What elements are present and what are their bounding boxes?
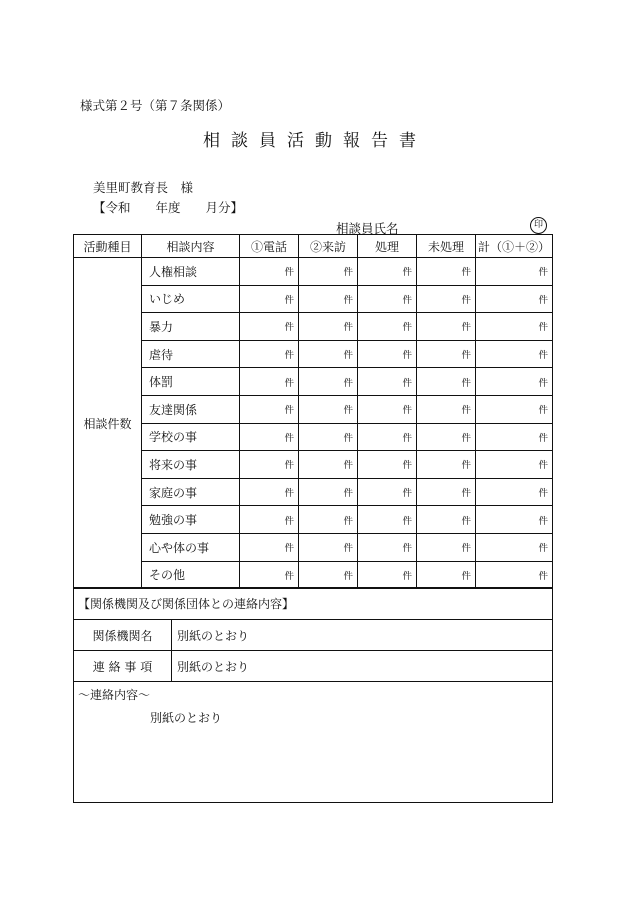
count-cell-processed[interactable]: 件 [358, 340, 417, 368]
count-cell-total[interactable]: 件 [476, 451, 553, 479]
header-unprocessed: 未処理 [417, 235, 476, 258]
count-cell-unprocessed[interactable]: 件 [417, 506, 476, 534]
count-cell-unprocessed[interactable]: 件 [417, 478, 476, 506]
contact-memo-text: 別紙のとおり [150, 711, 223, 725]
category-label: 学校の事 [142, 423, 240, 451]
count-cell-unprocessed[interactable]: 件 [417, 533, 476, 561]
count-cell-phone[interactable]: 件 [240, 313, 299, 341]
count-cell-total[interactable]: 件 [476, 285, 553, 313]
count-cell-phone[interactable]: 件 [240, 368, 299, 396]
contact-memo-box[interactable] [74, 682, 553, 803]
count-cell-processed[interactable]: 件 [358, 451, 417, 479]
table-row [74, 340, 553, 368]
table-row [74, 313, 553, 341]
group-label-consultation-count: 相談件数 [74, 258, 142, 589]
recipient: 美里町教育長 様 [93, 180, 194, 195]
count-cell-visit[interactable]: 件 [299, 285, 358, 313]
count-cell-phone[interactable]: 件 [240, 423, 299, 451]
count-cell-total[interactable]: 件 [476, 368, 553, 396]
count-cell-phone[interactable]: 件 [240, 395, 299, 423]
count-cell-unprocessed[interactable]: 件 [417, 285, 476, 313]
count-cell-phone[interactable]: 件 [240, 561, 299, 589]
count-cell-visit[interactable]: 件 [299, 506, 358, 534]
count-cell-total[interactable]: 件 [476, 423, 553, 451]
header-phone: ①電話 [240, 235, 299, 258]
table-header-row [74, 235, 553, 258]
contact-matters-value[interactable]: 別紙のとおり [172, 651, 553, 682]
count-cell-phone[interactable]: 件 [240, 478, 299, 506]
count-cell-processed[interactable]: 件 [358, 313, 417, 341]
category-label: 体罰 [142, 368, 240, 396]
count-cell-unprocessed[interactable]: 件 [417, 368, 476, 396]
category-label: 将来の事 [142, 451, 240, 479]
count-cell-phone[interactable]: 件 [240, 340, 299, 368]
count-cell-total[interactable]: 件 [476, 478, 553, 506]
document-title: 相談員活動報告書 [203, 131, 427, 151]
category-label: その他 [142, 561, 240, 589]
count-cell-processed[interactable]: 件 [358, 258, 417, 286]
count-cell-total[interactable]: 件 [476, 313, 553, 341]
count-cell-processed[interactable]: 件 [358, 478, 417, 506]
category-label: 勉強の事 [142, 506, 240, 534]
count-cell-unprocessed[interactable]: 件 [417, 313, 476, 341]
count-cell-unprocessed[interactable]: 件 [417, 451, 476, 479]
count-cell-visit[interactable]: 件 [299, 340, 358, 368]
count-cell-processed[interactable]: 件 [358, 395, 417, 423]
count-cell-unprocessed[interactable]: 件 [417, 395, 476, 423]
seal-mark: 印 [530, 217, 547, 234]
table-row [74, 285, 553, 313]
count-cell-visit[interactable]: 件 [299, 313, 358, 341]
agency-label: 関係機関名 [74, 620, 172, 651]
count-cell-phone[interactable]: 件 [240, 533, 299, 561]
count-cell-visit[interactable]: 件 [299, 258, 358, 286]
form-number: 様式第２号（第７条関係） [80, 98, 231, 113]
count-cell-processed[interactable]: 件 [358, 506, 417, 534]
count-cell-processed[interactable]: 件 [358, 285, 417, 313]
count-cell-processed[interactable]: 件 [358, 423, 417, 451]
count-cell-unprocessed[interactable]: 件 [417, 423, 476, 451]
count-cell-total[interactable]: 件 [476, 395, 553, 423]
table-row [74, 423, 553, 451]
count-cell-phone[interactable]: 件 [240, 506, 299, 534]
category-label: 心や体の事 [142, 533, 240, 561]
category-label: 虐待 [142, 340, 240, 368]
table-row [74, 368, 553, 396]
header-activity-type: 活動種目 [74, 235, 142, 258]
category-label: 暴力 [142, 313, 240, 341]
count-cell-phone[interactable]: 件 [240, 285, 299, 313]
category-label: 友達関係 [142, 395, 240, 423]
table-row [74, 506, 553, 534]
table-row [74, 533, 553, 561]
count-cell-visit[interactable]: 件 [299, 478, 358, 506]
header-total: 計（①＋②） [476, 235, 553, 258]
count-cell-total[interactable]: 件 [476, 506, 553, 534]
counselor-name-label: 相談員氏名 [336, 221, 399, 236]
header-processed: 処理 [358, 235, 417, 258]
count-cell-unprocessed[interactable]: 件 [417, 258, 476, 286]
count-cell-total[interactable]: 件 [476, 258, 553, 286]
count-cell-processed[interactable]: 件 [358, 368, 417, 396]
count-cell-visit[interactable]: 件 [299, 561, 358, 589]
count-cell-unprocessed[interactable]: 件 [417, 340, 476, 368]
count-cell-visit[interactable]: 件 [299, 533, 358, 561]
count-cell-visit[interactable]: 件 [299, 451, 358, 479]
table-row [74, 478, 553, 506]
consultation-table [73, 234, 553, 589]
category-label: 人権相談 [142, 258, 240, 286]
table-row [74, 395, 553, 423]
category-label: いじめ [142, 285, 240, 313]
count-cell-unprocessed[interactable]: 件 [417, 561, 476, 589]
count-cell-visit[interactable]: 件 [299, 395, 358, 423]
count-cell-total[interactable]: 件 [476, 533, 553, 561]
contact-section-title: 【関係機関及び関係団体との連絡内容】 [74, 588, 553, 620]
header-visit: ②来訪 [299, 235, 358, 258]
table-row [74, 451, 553, 479]
count-cell-phone[interactable]: 件 [240, 258, 299, 286]
table-row [74, 561, 553, 589]
contact-matters-label: 連 絡 事 項 [74, 651, 172, 682]
count-cell-total[interactable]: 件 [476, 561, 553, 589]
report-period: 【令和 年度 月分】 [93, 200, 244, 215]
count-cell-visit[interactable]: 件 [299, 423, 358, 451]
category-label: 家庭の事 [142, 478, 240, 506]
header-consultation-content: 相談内容 [142, 235, 240, 258]
contact-memo-label: ～連絡内容～ [78, 688, 151, 702]
contact-table [73, 587, 553, 803]
count-cell-processed[interactable]: 件 [358, 561, 417, 589]
agency-value[interactable]: 別紙のとおり [172, 620, 553, 651]
count-cell-phone[interactable]: 件 [240, 451, 299, 479]
count-cell-total[interactable]: 件 [476, 340, 553, 368]
count-cell-processed[interactable]: 件 [358, 533, 417, 561]
table-row [74, 258, 553, 286]
count-cell-visit[interactable]: 件 [299, 368, 358, 396]
